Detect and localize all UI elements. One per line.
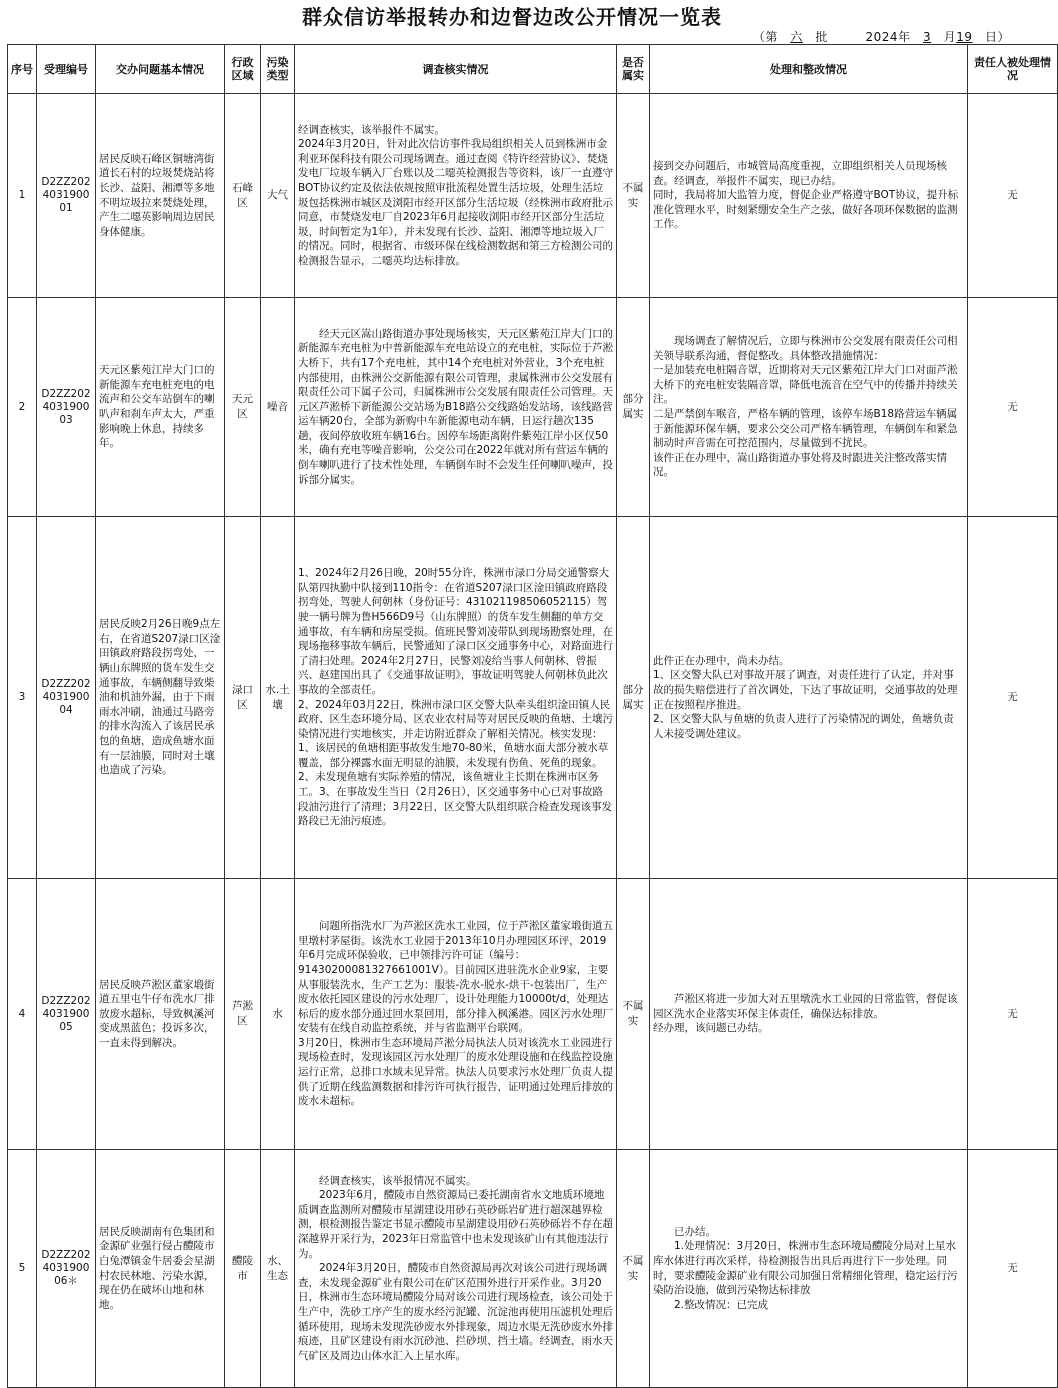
batch-number: 六 [790, 30, 803, 44]
cell-verified: 不属实 [617, 1150, 650, 1388]
header-investigation: 调查核实情况 [295, 45, 617, 94]
page-title: 群众信访举报转办和边督边改公开情况一览表 [302, 5, 722, 29]
cell-handling: 已办结。 1.处理情况：3月20日，株洲市生态环境局醴陵分局对上星水库水体进行再次采样，待检测报告出具后再进行下一步处理。同时，要求醴陵金源矿业有限公司加强日常精细化管理，稳定运行污染防治设施，做到污染物达标排放 2.整改情况：已完成 [650, 1150, 968, 1388]
cell-id: D2ZZ202403190006＊ [37, 1150, 96, 1388]
cell-accountability: 无 [968, 879, 1058, 1150]
cell-handling: 芦淞区将进一步加大对五里墩洗水工业园的日常监管，督促该园区洗水企业落实环保主体责任，确保达标排放。 经办理，该问题已办结。 [650, 879, 968, 1150]
cell-id: D2ZZ202403190001 [37, 94, 96, 298]
cell-desc: 居民反映2月26日晚9点左右，在省道S207渌口区淦田镇政府路段拐弯处，一辆山东牌照的货车发生交通事故，车辆侧翻导致柴油和机油外漏，由于下雨雨水冲刷，油通过马路旁的排水沟流入了该居民承包的鱼塘，造成鱼塘水面有一层油膜，同时对土壤也造成了污染。 [96, 517, 225, 879]
table-row [8, 94, 1058, 298]
header-handling: 处理和整改情况 [650, 45, 968, 94]
batch-mid: 批 [815, 30, 828, 44]
cell-accountability: 无 [968, 298, 1058, 517]
cell-handling: 接到交办问题后，市城管局高度重视，立即组织相关人员现场核查。经调查，举报件不属实，现已办结。 同时，我局将加大监管力度，督促企业严格遵守BOT协议，提升标准化管理水平，时刻紧绷安全生产之弦，做好各项环保数据的监测工作。 [650, 94, 968, 298]
cell-seq: 5 [8, 1150, 37, 1388]
batch-month: 3 [923, 30, 932, 44]
cell-type: 水、生态 [261, 1150, 295, 1388]
cell-seq: 1 [8, 94, 37, 298]
cell-id: D2ZZ202403190005 [37, 879, 96, 1150]
cell-investigation: 经调查核实，该举报件不属实。 2024年3月20日，针对此次信访事件我局组织相关人员到株洲市金利亚环保科技有限公司现场调查。通过查阅《特许经营协议》、焚烧发电厂垃圾车辆入厂台账以及二噁英检测报告等资料，该厂一直遵守BOT协议约定及依法依规按照审批流程处置生活垃圾，处理生活垃圾包括株洲市城区及浏阳市经开区部分生活垃圾（经株洲市政府批示同意，市焚烧发电厂自2023年6月起接收浏阳市经开区部分生活垃圾，时间暂定为1年），并未发现有长沙、益阳、湘潭等地垃圾入厂的情况。同时，根据省、市级环保在线检测数据和第三方检测公司的检测报告显示，二噁英均达标排放。 [295, 94, 617, 298]
cell-region: 醴陵市 [225, 1150, 261, 1388]
header-type: 污染类型 [261, 45, 295, 94]
cell-verified: 部分属实 [617, 298, 650, 517]
batch-suffix: 日） [984, 30, 1010, 44]
cell-desc: 居民反映石峰区铜塘湾街道长石村的垃圾焚烧站将长沙、益阳、湘潭等多地不明垃圾拉来焚烧处理，产生二噁英影响周边居民身体健康。 [96, 94, 225, 298]
table-row [8, 1150, 1058, 1388]
cell-desc: 天元区紫苑江岸大门口的新能源车充电桩充电的电流声和公交车站倒车的喇叭声和刹车声太大，严重影响晚上休息，持续多年。 [96, 298, 225, 517]
header-desc: 交办问题基本情况 [96, 45, 225, 94]
cell-type: 噪音 [261, 298, 295, 517]
header-seq: 序号 [8, 45, 37, 94]
cell-desc: 居民反映芦淞区董家塅街道五里屯牛仔布洗水厂排放废水超标，导致枫溪河变成黑蓝色；投诉多次，一直未得到解决。 [96, 879, 225, 1150]
cell-verified: 部分属实 [617, 517, 650, 879]
cell-type: 水.土壤 [261, 517, 295, 879]
header-verified: 是否属实 [617, 45, 650, 94]
cell-region: 天元区 [225, 298, 261, 517]
batch-year: 2024年 [865, 30, 911, 44]
cell-investigation: 1、2024年2月26日晚，20时55分许，株洲市渌口分局交通警察大队第四执勤中队接到110指令：在省道S207渌口区淦田镇政府路段拐弯处，驾驶人何朝林（身份证号：431021198506052115）驾驶一辆号牌为鲁H566D9号（山东牌照）的货车发生侧翻的单方交通事故，有车辆和房屋受损。值班民警刘凌带队到现场勘察处理，在现场拖移事故车辆后，民警通知了渌口区交通事务中心，对路面进行了清扫处理。2024年2月27日，民警刘凌给当事人何朝林、曾振兴、赵建国出具了《交通事故证明》，事故证明驾驶人何朝林负此次事故的全部责任。 2、2024年03月22日，株洲市渌口区交警大队牵头组织淦田镇人民政府、区生态环境分局、区农业农村局等对居民反映的鱼塘、土壤污染情况进行实地核实，并走访附近群众了解相关情况。核实发现：1、该居民的鱼塘相距事故发生地70-80米，鱼塘水面大部分被水草覆盖，部分裸露水面无明显的油膜，未发现有伤鱼、死鱼的现象。2、未发现鱼塘有实际养殖的情况，该鱼塘业主长期在株洲市区务工。3、在事故发生当日（2月26日），区交通事务中心已对事故路段油污进行了清理；3月22日，区交警大队组织联合检查发现该事发路段已无油污痕迹。 [295, 517, 617, 879]
batch-info [753, 30, 1010, 44]
cell-id: D2ZZ202403190004 [37, 517, 96, 879]
table-row [8, 298, 1058, 517]
cell-accountability: 无 [968, 517, 1058, 879]
batch-month-label: 月 [943, 30, 957, 44]
batch-day: 19 [956, 30, 973, 44]
cell-region: 石峰区 [225, 94, 261, 298]
batch-prefix: （第 [752, 30, 778, 44]
cell-verified: 不属实 [617, 879, 650, 1150]
cell-id: D2ZZ202403190003 [37, 298, 96, 517]
cell-type: 大气 [261, 94, 295, 298]
header-id: 受理编号 [37, 45, 96, 94]
header-region: 行政区域 [225, 45, 261, 94]
cell-seq: 3 [8, 517, 37, 879]
cell-investigation: 经调查核实，该举报情况不属实。 2023年6月，醴陵市自然资源局已委托湖南省水文地质环境地质调查监测所对醴陵市星湖建设用砂石英砂砾岩矿进行超深越界检测，根检测报告鉴定书显示醴陵市星湖建设用砂石英砂砾岩不存在超深越界开采行为，2023年日常监管中也未发现该矿山有其他违法行为。 2024年3月20日，醴陵市自然资源局再次对该公司进行现场调查，未发现金源矿业有限公司在矿区范围外进行开采作业。3月20日，株洲市生态环境局醴陵分局对该公司进行现场检查，该公司处于生产中，洗砂工序产生的废水经污泥罐、沉淀池再使用压滤机处理后循环使用，现场未发现洗砂废水外排现象，周边水渠无洗砂废水外排痕迹，且矿区建设有雨水沉砂池、拦砂坝、挡土墙。经调查，雨水天气矿区及周边山体水汇入上星水库。 [295, 1150, 617, 1388]
cell-handling: 现场调查了解情况后，立即与株洲市公交发展有限责任公司相关领导联系沟通，督促整改。具体整改措施情况： 一是加装充电桩隔音罩，近期将对天元区紫苑江岸大门口对面芦淞大桥下的充电桩安装隔音罩，降低电流音在空气中的传播并持续关注。 二是严禁倒车喉音，严格车辆的管理，该停车场B18路营运车辆属于新能源环保车辆，要求公交公司严格车辆管理，车辆倒车和紧急制动时声音需在可控范围内，尽量做到不扰民。 该件正在办理中，嵩山路街道办事处将及时跟进关注整改落实情况。 [650, 298, 968, 517]
cell-investigation: 问题所指洗水厂为芦淞区洗水工业园，位于芦淞区董家塅街道五里墩村茅屋街。该洗水工业园于2013年10月办理园区环评，2019年6月完成环保验收，已申领排污许可证（编号：91430200081327661001V）。目前园区进驻洗水企业9家，主要从事服装洗水，生产工艺为：服装-洗水-脱水-烘干-包装出厂，生产废水依托园区建设的污水处理厂，设计处理能力10000t/d，处理达标后的废水部分通过回水泵回用，部分排入枫溪港。园区污水处理厂安装有在线自动监控系统，并与省监测平台联网。 3月20日，株洲市生态环境局芦淞分局执法人员对该洗水工业园进行现场检查时，发现该园区污水处理厂的废水处理设施和在线监控设施运行正常，总排口水域未见异常。执法人员要求污水处理厂负责人提供了近期在线监测数据和排污许可执行报告，证明通过处理后排放的废水未超标。 [295, 879, 617, 1150]
cell-verified: 不属实 [617, 94, 650, 298]
cell-accountability: 无 [968, 1150, 1058, 1388]
header-accountability: 责任人被处理情况 [968, 45, 1058, 94]
cell-seq: 2 [8, 298, 37, 517]
cell-handling: 此件正在办理中，尚未办结。 1、区交警大队已对事故开展了调查，对责任进行了认定，并对事故的损失赔偿进行了首次调处，下达了事故证明，交通事故的处理正在按照程序推进。 2、区交警大队与鱼塘的负责人进行了污染情况的调处，鱼塘负责人未接受调处建议。 [650, 517, 968, 879]
cell-region: 芦淞区 [225, 879, 261, 1150]
cell-region: 渌口区 [225, 517, 261, 879]
table-row [8, 879, 1058, 1150]
cell-accountability: 无 [968, 94, 1058, 298]
cell-desc: 居民反映湖南有色集团和金源矿业强行侵占醴陵市白兔潭镇金牛居委会星湖村农民林地、污染水源，现在仍在破坏山地和林地。 [96, 1150, 225, 1388]
cell-seq: 4 [8, 879, 37, 1150]
table-row [8, 517, 1058, 879]
cell-investigation: 经天元区嵩山路街道办事处现场核实，天元区紫苑江岸大门口的新能源车充电桩为中普新能源车充电站设立的充电桩，实际位于芦淞大桥下，共有17个充电桩，其中14个充电桩对外营业，3个充电桩内部使用，由株洲公交新能源有限公司管理，隶属株洲市公交发展有限责任公司下属子公司，归属株洲市公交发展有限责任公司管理。天元区芦淞桥下新能源公交站场为B18路公交线路始发站场，该线路营运车辆20台，全部为新购中车新能源电动车辆，日运行趟次135趟，夜间停放收班车辆16台。因停车场距离附件紫苑江岸小区仅50米，确有充电等噪音影响，公交公司在2022年就对所有营运车辆的倒车喇叭进行了技术性处理，车辆倒车时不会发生任何喇叭噪声，投诉部分属实。 [295, 298, 617, 517]
complaints-table [7, 44, 1058, 1388]
cell-type: 水 [261, 879, 295, 1150]
table-header-row [8, 45, 1058, 94]
